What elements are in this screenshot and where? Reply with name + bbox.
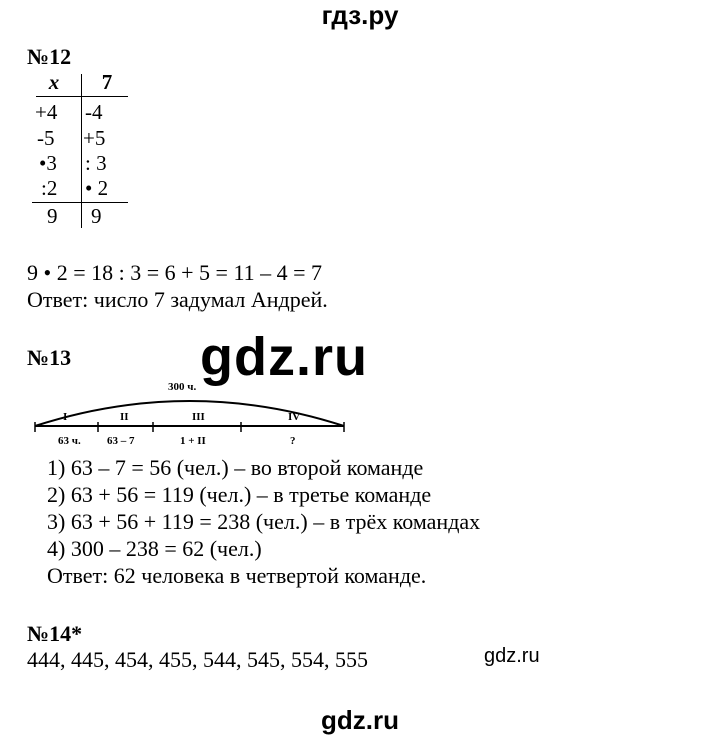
task-14-title: №14*	[27, 621, 83, 646]
task-14-numbers: 444, 445, 454, 455, 544, 545, 554, 555	[27, 647, 368, 672]
header-watermark: гдз.ру	[321, 0, 399, 30]
diagram-value-label: ?	[290, 435, 296, 447]
diagram-segment-label: I	[63, 411, 68, 423]
table-cell: +4	[35, 100, 58, 124]
task-13-step: 1) 63 – 7 = 56 (чел.) – во второй команде	[47, 455, 424, 480]
table-cell: +5	[83, 126, 106, 150]
table-result-x: 9	[47, 204, 58, 228]
table-column-divider	[81, 74, 82, 228]
segment-diagram	[30, 378, 350, 450]
task-13-title: №13	[27, 345, 72, 370]
diagram-segment-label: III	[192, 411, 205, 423]
diagram-value-label: 63 ч.	[58, 435, 81, 447]
task-12-title: №12	[27, 44, 72, 69]
table-cell: -5	[37, 126, 55, 150]
table-header-7: 7	[101, 70, 113, 94]
table-cell: -4	[85, 100, 103, 124]
task-12-table	[27, 70, 127, 235]
table-header-divider	[36, 96, 128, 97]
footer-watermark: gdz.ru	[321, 705, 399, 735]
task-12-equation: 9 • 2 = 18 : 3 = 6 + 5 = 11 – 4 = 7	[27, 260, 323, 285]
table-cell: :2	[41, 176, 58, 200]
table-result-7: 9	[91, 204, 102, 228]
diagram-value-label: 63 – 7	[107, 435, 135, 447]
table-cell: : 3	[85, 151, 107, 175]
diagram-segment-label: II	[120, 411, 129, 423]
table-cell: •3	[39, 151, 57, 175]
task-12-answer: Ответ: число 7 задумал Андрей.	[27, 287, 328, 312]
table-cell: • 2	[85, 176, 109, 200]
small-watermark: gdz.ru	[484, 645, 540, 667]
diagram-value-label: 1 + II	[180, 435, 206, 447]
center-watermark: gdz.ru	[200, 327, 368, 387]
table-header-x: x	[48, 70, 60, 94]
diagram-total-label: 300 ч.	[168, 381, 197, 393]
task-13-step: 4) 300 – 238 = 62 (чел.)	[47, 536, 262, 561]
task-13-step: 2) 63 + 56 = 119 (чел.) – в третье команде	[47, 482, 432, 507]
diagram-segment-label: IV	[288, 411, 301, 423]
task-13-answer: Ответ: 62 человека в четвертой команде.	[47, 563, 427, 588]
table-result-divider	[32, 202, 128, 203]
task-13-step: 3) 63 + 56 + 119 = 238 (чел.) – в трёх командах	[47, 509, 481, 534]
